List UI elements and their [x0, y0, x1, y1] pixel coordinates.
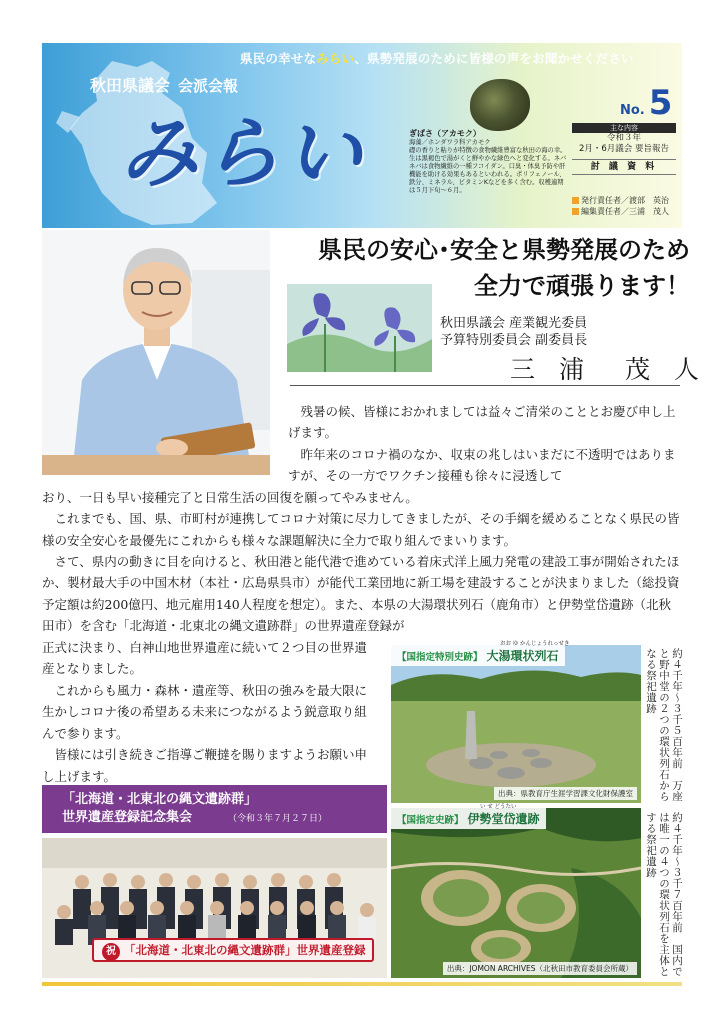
event-title-banner: 「北海道・北東北の縄文遺跡群」 世界遺産登録記念集会 （令和３年７月２７日）: [42, 785, 387, 833]
contents-box: 主な内容 令和３年 2月・6月議会 要旨報告 討 議 資 料: [572, 123, 676, 175]
newsletter-title: みらい: [120, 108, 367, 199]
body-paragraph: これからも風力・森林・遺産等、秋田の強みを最大限に生かしコロナ後の希望ある未来につながるよう鋭意取り組んで参ります。 皆様には引き続きご指導ご鞭撻を賜りますようお願い申し上げます。: [42, 683, 368, 784]
body-paragraph: 正式に決まり、白神山地世界遺産に続いて２つ目の世界遺産となりました。: [42, 640, 368, 677]
masthead: [42, 43, 682, 228]
photo-credit: 出典：県教育庁生涯学習課文化財保護室: [494, 787, 637, 800]
body-paragraph: 残暑の候、皆様におかれましては益々ご清栄のこととお慶び申し上げます。 昨年来のコロナ禍のなか、収束の兆しはいまだに不透明ではありますが、その一方でワクチン接種も徐々に浸透して: [288, 404, 676, 484]
seaweed-photo: [470, 79, 530, 131]
isedotai-site-photo: [391, 808, 641, 978]
group-photo: [42, 838, 387, 978]
bullet-square-icon: [572, 208, 579, 215]
footer-rule: [42, 982, 682, 986]
headline: 県民の安心･安全と県勢発展のため 全力で頑張ります！: [318, 235, 690, 300]
celebration-banner: 祝 「北海道・北東北の縄文遺跡群」世界遺産登録: [92, 938, 374, 962]
author-role: 秋田県議会 産業観光委員 予算特別委員会 副委員長: [440, 316, 588, 348]
site-caption: 約４千年〜３千５百年前 万座と野中堂の２つの環状列石からなる祭祀遺跡: [645, 648, 683, 802]
bullet-square-icon: [572, 197, 579, 204]
seaweed-caption: ぎばさ（アカモク） 海藻／ホンダワラ科アカモク 礎の香りと粘りが特徴の食物繊維豊富な秋田の海の幸。生は黒褐色で湯がくと鮮やかな緑色へと変化する。ネバネバは食物繊維の一種フコイダン。口臭・体臭予防や肝機能を助ける効果もあるといわれる。ポリフェノール、鉄分、ミネラル、ビタミンKなどを多く含む。収穫適期は５月下旬〜６月。: [409, 129, 567, 194]
author-name: 三 浦 茂 人: [510, 355, 707, 384]
furigana: い せ どうたい: [480, 804, 517, 810]
furigana: おお ゆ かんじょうれっせき: [500, 641, 570, 647]
issue-number: No. 5: [620, 83, 673, 123]
site-label: 【国指定史跡】 伊勢堂岱遺跡: [391, 808, 546, 829]
divider: [290, 385, 680, 386]
body-paragraph: さて、県内の動きに目を向けると、秋田港と能代港で進めている着床式洋上風力発電の建設工事が開始されたほか、製材最大手の中国木材（本社・広島県呉市）が能代工業団地に新工場を建設することが決まりました（総投資予定額は約200億円、地元雇用140人程度を想定）。また、本県の大湯環状列石（鹿角市）と伊勢堂岱遺跡（北秋田市）を含む「北海道・北東北の縄文遺跡群」の世界遺産登録が: [42, 554, 680, 634]
publisher-info: 発行責任者／渡部 英治 編集責任者／三浦 茂人: [572, 195, 682, 217]
body-paragraph: おり、一日も早い接種完了と日常生活の回復を願ってやみません。 これまでも、国、県、市町村が連携してコロナ対策に尽力してきましたが、その手綱を緩めることなく県民の皆様の安全安心を最優先にこれからも様々な課題解決に全力で取り組んでまいります。: [42, 490, 680, 548]
photo-credit: 出典：JOMON ARCHIVES（北秋田市教育委員会所蔵）: [443, 962, 637, 975]
organization-name: 秋田県議会 会派会報: [90, 76, 239, 95]
tagline: 県民の幸せなみらい、県勢発展のために皆様の声をお聞かせください: [240, 51, 634, 66]
oyu-stone-circle-photo: [391, 645, 641, 803]
site-caption: 約４千年〜３千７百年前 国内では唯一の４つの環状列石を主体とする祭祀遺跡: [645, 812, 683, 977]
site-label: 【国指定特別史跡】 大湯環状列石: [391, 645, 565, 666]
